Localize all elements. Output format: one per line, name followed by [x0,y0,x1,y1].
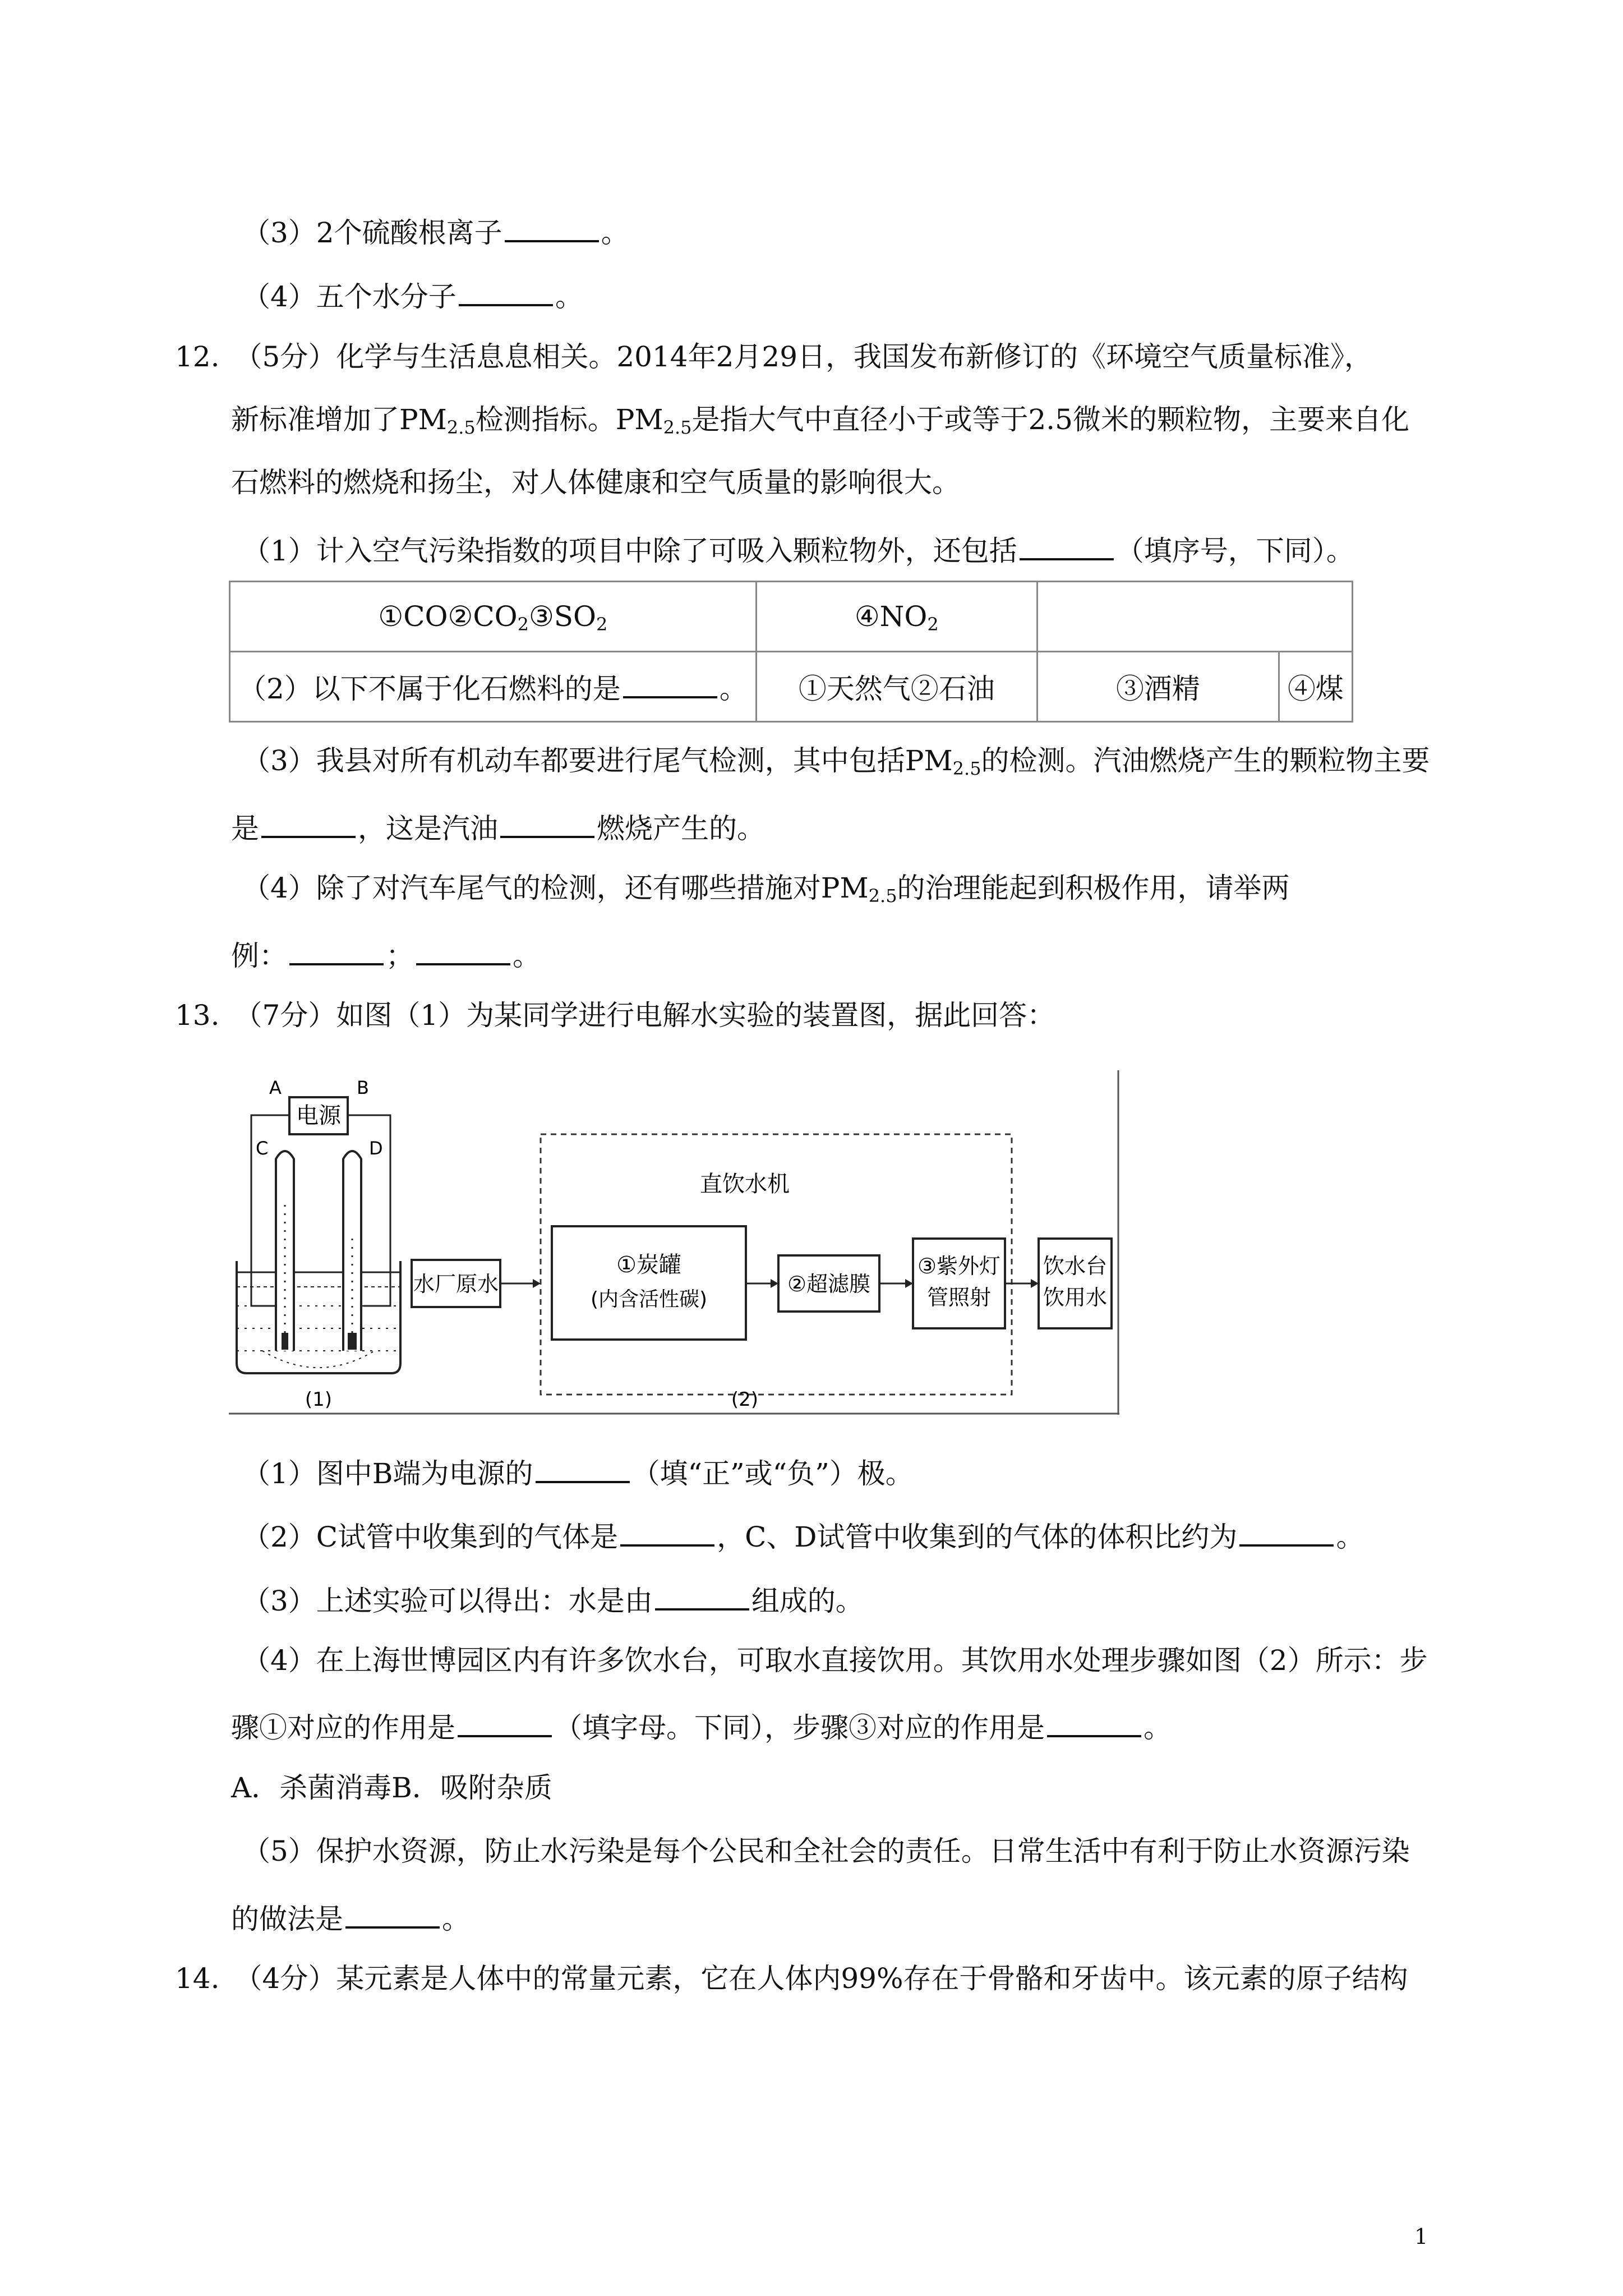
q11-item4: （4）五个水分子 。 [242,276,583,314]
machine-title: 直饮水机 [700,1171,790,1197]
q13-item5-line2: 的做法是 。 [231,1898,470,1936]
test-tube-c [276,1151,294,1351]
q13-intro: 13. （7分）如图（1）为某同学进行电解水实验的装置图，据此回答： [175,999,1055,1032]
power-label: 电源 [296,1103,341,1129]
q12-item3-line2: 是 ，这是汽油 燃烧产生的。 [231,808,765,845]
answer-blank[interactable] [620,1516,714,1547]
q12-intro-line2: 新标准增加了$PM_{2.5}$检测指标。$PM_{2.5}$是指大气中直径小于或等于2.5微米的颗粒物，主要来自化 [231,403,1409,438]
q13-options: A．杀菌消毒B．吸附杂质 [231,1772,552,1804]
q12-item3-line1: （3）我县对所有机动车都要进行尾气检测，其中包括$PM_{2.5}$的检测。汽油燃烧产生的颗粒物主要 [242,744,1430,779]
table-cell: ①天然气②石油 [756,652,1037,722]
caption-1: (1) [305,1388,333,1411]
label-d: D [369,1138,383,1159]
label-a: A [269,1077,282,1098]
beaker [237,1261,400,1373]
label-b: B [357,1077,369,1098]
q12-item4-line2: 例： ； 。 [231,935,541,973]
step1-sublabel: (内含活性碳) [590,1288,708,1311]
answer-blank[interactable] [505,212,599,242]
table-cell [1037,582,1352,652]
answer-blank[interactable] [1047,1707,1141,1737]
step1-label: ①炭罐 [616,1252,681,1278]
table-row [230,582,1353,652]
q12-item4-line1: （4）除了对汽车尾气的检测，还有哪些措施对$PM_{2.5}$的治理能起到积极作用，请举两 [242,872,1290,907]
table-cell: ③酒精 [1037,652,1279,722]
step1-carbon-tank-box [552,1226,746,1340]
table-cell: $①CO②CO_2③SO_2$ [230,582,757,652]
answer-blank[interactable] [623,668,717,698]
label-c: C [256,1138,269,1159]
answer-blank[interactable] [655,1580,749,1611]
q11-item3: （3）2个硫酸根离子 。 [242,212,629,250]
answer-blank[interactable] [458,1707,552,1737]
test-tube-d [343,1151,361,1351]
electrolysis-and-water-purifier-figure [229,1070,1119,1415]
answer-blank[interactable] [536,1453,630,1483]
output-label: 饮水台 [1043,1254,1108,1278]
q13-item4-line1: （4）在上海世博园区内有许多饮水台，可取水直接饮用。其饮用水处理步骤如图（2）所示：步 [242,1644,1428,1677]
answer-blank[interactable] [416,935,510,965]
q13-item1: （1）图中B端为电源的 （填“正”或“负”）极。 [242,1453,914,1490]
q12-intro-line1: 12. （5分）化学与生活息息相关。2014年2月29日，我国发布新修订的《环境空气质量标准》， [175,341,1373,373]
q12-intro-line3: 石燃料的燃烧和扬尘，对人体健康和空气质量的影响很大。 [231,466,960,499]
table-cell: $④NO_2$ [756,582,1037,652]
answer-blank[interactable] [500,808,594,838]
step3-sublabel: 管照射 [926,1285,992,1310]
answer-blank[interactable] [1020,530,1114,560]
answer-blank[interactable] [1239,1516,1334,1547]
q13-item5-line1: （5）保护水资源，防止水污染是每个公民和全社会的责任。日常生活中有利于防止水资源污染 [242,1835,1410,1867]
answer-blank[interactable] [289,935,384,965]
q13-item4-line2: 骤①对应的作用是 （填字母。下同），步骤③对应的作用是 。 [231,1707,1172,1745]
caption-2: (2) [731,1388,759,1411]
table-cell: ④煤 [1279,652,1352,722]
step2-label: ②超滤膜 [787,1272,871,1296]
table-row [230,652,1353,722]
q12-item1: （1）计入空气污染指数的项目中除了可吸入颗粒物外，还包括 （填序号，下同）。 [242,530,1354,568]
q14-intro: 14. （4分）某元素是人体中的常量元素，它在人体内99%存在于骨骼和牙齿中。该元素的原子结构 [175,1962,1408,1995]
table-cell: （2）以下不属于化石燃料的是 。 [230,652,757,722]
step3-label: ③紫外灯 [917,1254,1001,1278]
raw-water-label: 水厂原水 [413,1272,499,1296]
page-number: 1 [1414,2224,1428,2249]
q13-item2: （2）C试管中收集到的气体是 ，C、D试管中收集到的气体的体积比约为 。 [242,1516,1364,1554]
q12-options-table [229,581,1353,723]
step3-uv-lamp-box [913,1239,1005,1328]
output-sublabel: 饮用水 [1043,1285,1108,1310]
answer-blank[interactable] [261,808,356,838]
q13-item3: （3）上述实验可以得出：水是由 组成的。 [242,1580,864,1618]
answer-blank[interactable] [459,276,553,306]
answer-blank[interactable] [345,1898,440,1929]
drinking-station-box [1039,1239,1112,1328]
